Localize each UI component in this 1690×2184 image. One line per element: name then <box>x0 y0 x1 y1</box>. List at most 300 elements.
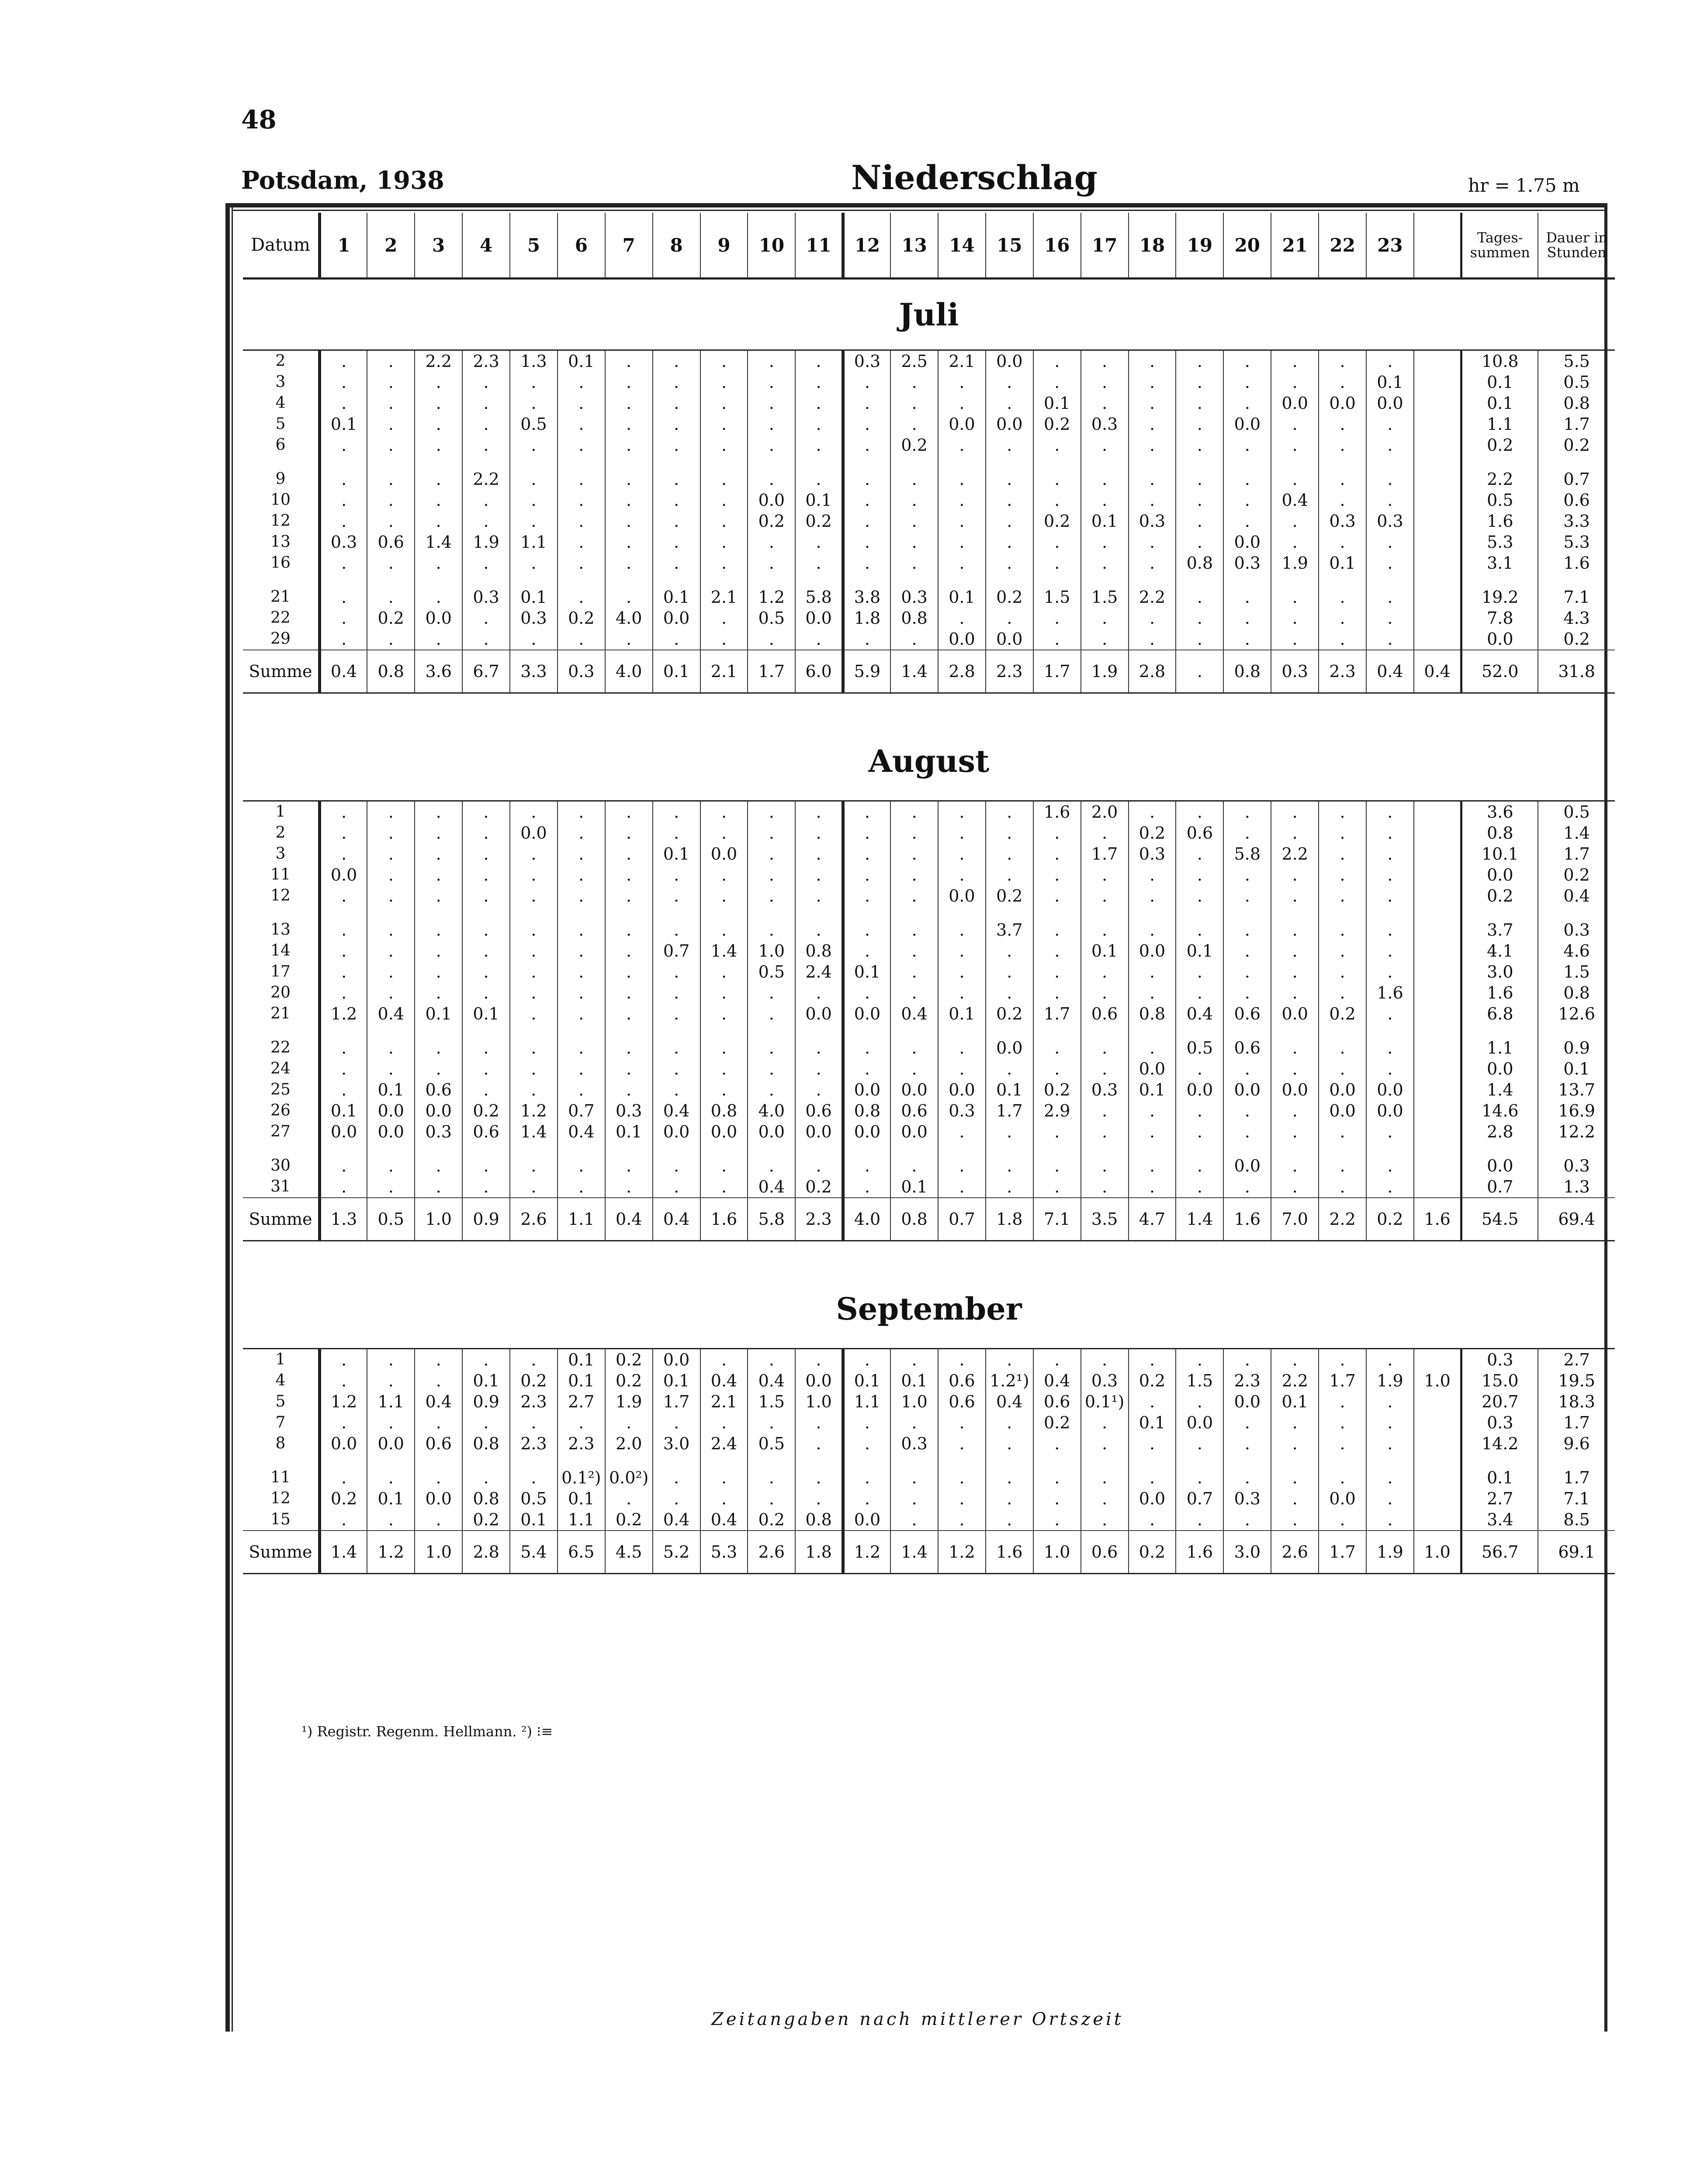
duration-cell: 5.3 <box>1538 532 1615 553</box>
value-cell: 0.2 <box>367 608 415 629</box>
value-cell: . <box>890 1467 938 1488</box>
gap-cell <box>1461 906 1538 919</box>
value-cell: 0.2 <box>1129 822 1176 843</box>
value-cell: . <box>1271 1037 1319 1058</box>
value-cell: 0.1 <box>1033 393 1081 414</box>
value-cell: . <box>1271 801 1319 823</box>
table-row <box>243 864 1615 885</box>
value-cell: . <box>890 1349 938 1371</box>
value-cell: . <box>1176 801 1223 823</box>
value-cell: 0.2 <box>1033 511 1081 532</box>
value-cell: . <box>890 982 938 1003</box>
summe-cell: 4.7 <box>1129 1198 1176 1241</box>
value-cell: . <box>890 801 938 823</box>
value-cell: . <box>319 1058 367 1079</box>
value-cell: . <box>1033 469 1081 490</box>
value-cell: . <box>986 532 1033 553</box>
value-cell: 0.0 <box>415 608 462 629</box>
value-cell: . <box>415 919 462 940</box>
daily-sum-cell: 0.2 <box>1461 435 1538 456</box>
value-cell: 0.4 <box>415 1391 462 1412</box>
value-cell: . <box>890 1037 938 1058</box>
value-cell: . <box>748 372 795 393</box>
value-cell: . <box>748 532 795 553</box>
duration-cell: 4.6 <box>1538 940 1615 961</box>
value-cell: . <box>510 843 558 864</box>
value-cell: 4.0 <box>605 608 653 629</box>
value-cell: . <box>510 885 558 906</box>
value-cell: . <box>605 587 653 608</box>
value-cell: . <box>319 822 367 843</box>
gap-cell <box>653 1142 700 1155</box>
table-row <box>243 1467 1615 1488</box>
value-cell: . <box>1223 469 1271 490</box>
value-cell: . <box>1366 608 1414 629</box>
date-cell: 16 <box>270 554 291 572</box>
header-day-13: 13 <box>890 213 938 279</box>
value-cell: . <box>938 961 986 982</box>
value-cell: . <box>843 490 890 511</box>
value-cell: 0.1 <box>653 843 700 864</box>
value-cell: . <box>748 1488 795 1509</box>
value-cell: . <box>1081 864 1129 885</box>
gap-cell <box>843 1142 890 1155</box>
value-cell: . <box>1223 1433 1271 1454</box>
header-day-20: 20 <box>1223 213 1271 279</box>
gap-cell <box>890 574 938 587</box>
value-cell: . <box>1366 1349 1414 1371</box>
value-cell: 0.0 <box>1319 393 1366 414</box>
value-cell: 0.1 <box>890 1370 938 1391</box>
value-cell: 0.3 <box>890 1433 938 1454</box>
summe-cell: 0.3 <box>1271 650 1319 693</box>
gap-cell <box>890 1142 938 1155</box>
header-day-11: 11 <box>795 213 843 279</box>
value-cell: 0.0 <box>319 864 367 885</box>
gap-cell <box>700 1454 748 1467</box>
gap-cell <box>319 1142 367 1155</box>
table-row <box>243 608 1615 629</box>
value-cell: . <box>1081 469 1129 490</box>
value-cell: 0.1 <box>1081 511 1129 532</box>
value-cell: . <box>843 1155 890 1176</box>
value-cell: . <box>986 961 1033 982</box>
gap-cell <box>510 574 558 587</box>
value-cell: . <box>415 961 462 982</box>
gap-cell <box>1414 456 1461 469</box>
value-cell: 0.0 <box>843 1121 890 1142</box>
value-cell: . <box>1271 822 1319 843</box>
value-cell: . <box>986 843 1033 864</box>
date-cell: 10 <box>270 491 291 509</box>
gap-cell <box>1176 1454 1223 1467</box>
summe-cell: 4.0 <box>605 650 653 693</box>
duration-cell: 1.6 <box>1538 553 1615 574</box>
table-row <box>243 1079 1615 1100</box>
value-cell: . <box>748 469 795 490</box>
gap-cell <box>938 1024 986 1037</box>
table-row <box>243 1121 1615 1142</box>
date-cell: 5 <box>275 415 286 433</box>
header-day-2: 2 <box>367 213 415 279</box>
value-cell: 1.1 <box>843 1391 890 1412</box>
value-cell: . <box>1271 469 1319 490</box>
gap-cell <box>795 1454 843 1467</box>
value-cell: 0.0 <box>1319 1488 1366 1509</box>
value-cell: 0.3 <box>890 587 938 608</box>
table-row <box>243 1058 1615 1079</box>
value-cell <box>1414 1100 1461 1121</box>
gap-cell <box>605 1454 653 1467</box>
value-cell <box>1414 532 1461 553</box>
month-heading-row <box>243 1269 1615 1349</box>
table-row <box>243 553 1615 574</box>
table-row <box>243 435 1615 456</box>
value-cell <box>1414 393 1461 414</box>
value-cell: 2.2 <box>1271 1370 1319 1391</box>
value-cell: . <box>558 1176 605 1198</box>
value-cell: . <box>938 1037 986 1058</box>
value-cell: 1.2 <box>510 1100 558 1121</box>
value-cell: 0.7 <box>1176 1488 1223 1509</box>
summe-cell: 0.7 <box>938 1198 986 1241</box>
value-cell <box>1414 919 1461 940</box>
table-row <box>243 350 1615 372</box>
value-cell: . <box>700 393 748 414</box>
summe-cell: 2.8 <box>1129 650 1176 693</box>
value-cell: . <box>1271 1412 1319 1433</box>
value-cell: 0.8 <box>462 1433 510 1454</box>
table-body <box>243 279 1615 1603</box>
date-cell: 6 <box>275 436 286 454</box>
value-cell: 0.2 <box>986 885 1033 906</box>
value-cell: 1.3 <box>510 350 558 372</box>
value-cell: . <box>605 532 653 553</box>
value-cell: . <box>1176 511 1223 532</box>
value-cell: . <box>1319 919 1366 940</box>
value-cell: . <box>1271 885 1319 906</box>
header-day-14: 14 <box>938 213 986 279</box>
date-cell: 20 <box>270 984 291 1002</box>
value-cell: . <box>795 1488 843 1509</box>
value-cell: . <box>605 414 653 435</box>
duration-cell: 0.2 <box>1538 864 1615 885</box>
value-cell: . <box>1081 532 1129 553</box>
gap-cell <box>319 574 367 587</box>
gap-cell <box>367 1454 415 1467</box>
value-cell: . <box>748 982 795 1003</box>
header-day-7: 7 <box>605 213 653 279</box>
gap-cell <box>1081 906 1129 919</box>
duration-cell: 18.3 <box>1538 1391 1615 1412</box>
value-cell <box>1414 372 1461 393</box>
daily-sum-cell: 0.3 <box>1461 1412 1538 1433</box>
value-cell: . <box>748 435 795 456</box>
value-cell: . <box>462 1467 510 1488</box>
value-cell: . <box>795 864 843 885</box>
value-cell: . <box>843 940 890 961</box>
value-cell: . <box>415 587 462 608</box>
value-cell: . <box>1366 940 1414 961</box>
value-cell: . <box>415 414 462 435</box>
gap-cell <box>986 574 1033 587</box>
summe-cell: 1.4 <box>1176 1198 1223 1241</box>
value-cell: 0.5 <box>748 608 795 629</box>
gap-cell <box>986 1142 1033 1155</box>
date-cell: 21 <box>270 1005 291 1023</box>
summe-cell: 1.9 <box>1081 650 1129 693</box>
value-cell <box>1414 961 1461 982</box>
duration-cell: 0.3 <box>1538 919 1615 940</box>
value-cell <box>1414 1509 1461 1531</box>
value-cell: 0.1 <box>986 1079 1033 1100</box>
gap-cell <box>243 456 319 469</box>
value-cell: 0.0 <box>1223 1079 1271 1100</box>
value-cell: . <box>890 1488 938 1509</box>
summe-daily-sum: 52.0 <box>1461 650 1538 693</box>
value-cell: . <box>1081 629 1129 650</box>
value-cell: . <box>1366 1155 1414 1176</box>
value-cell: . <box>1223 1412 1271 1433</box>
value-cell: . <box>1176 1349 1223 1371</box>
value-cell: . <box>986 372 1033 393</box>
value-cell: 0.0 <box>1223 1155 1271 1176</box>
value-cell: 0.5 <box>510 1488 558 1509</box>
value-cell: . <box>1033 608 1081 629</box>
value-cell: . <box>1129 1433 1176 1454</box>
value-cell: . <box>938 1467 986 1488</box>
value-cell: 0.8 <box>1176 553 1223 574</box>
value-cell: . <box>1129 372 1176 393</box>
value-cell: 0.6 <box>1033 1391 1081 1412</box>
gap-cell <box>1081 456 1129 469</box>
table-row <box>243 1433 1615 1454</box>
value-cell: . <box>748 1155 795 1176</box>
value-cell: . <box>367 350 415 372</box>
value-cell: . <box>367 587 415 608</box>
value-cell: 0.4 <box>1271 490 1319 511</box>
value-cell: . <box>1223 1121 1271 1142</box>
value-cell: 0.6 <box>938 1370 986 1391</box>
value-cell: . <box>986 608 1033 629</box>
summe-cell: 1.1 <box>558 1198 605 1241</box>
value-cell: . <box>415 372 462 393</box>
value-cell: 2.3 <box>1223 1370 1271 1391</box>
value-cell: . <box>1176 393 1223 414</box>
gap-cell <box>843 906 890 919</box>
value-cell: . <box>1319 469 1366 490</box>
value-cell: 0.6 <box>795 1100 843 1121</box>
date-cell: 17 <box>270 963 291 981</box>
value-cell: 0.0 <box>986 414 1033 435</box>
value-cell: 0.6 <box>890 1100 938 1121</box>
gap-cell <box>843 574 890 587</box>
summe-duration: 69.1 <box>1538 1531 1615 1574</box>
value-cell: . <box>748 919 795 940</box>
value-cell: 1.7 <box>1081 843 1129 864</box>
value-cell: 2.3 <box>510 1433 558 1454</box>
duration-cell: 1.7 <box>1538 843 1615 864</box>
value-cell: . <box>795 414 843 435</box>
gap-cell <box>319 456 367 469</box>
value-cell: . <box>795 393 843 414</box>
value-cell: . <box>653 961 700 982</box>
value-cell: 0.0 <box>795 608 843 629</box>
date-cell: 22 <box>270 609 291 627</box>
table-row <box>243 414 1615 435</box>
value-cell: 0.2 <box>986 1003 1033 1024</box>
gap-cell <box>748 456 795 469</box>
value-cell: 0.1 <box>890 1176 938 1198</box>
gap-cell <box>1461 456 1538 469</box>
value-cell: 0.3 <box>1366 511 1414 532</box>
value-cell: 0.0 <box>653 1349 700 1371</box>
summe-cell: 6.0 <box>795 650 843 693</box>
value-cell: . <box>653 1488 700 1509</box>
value-cell: . <box>1081 1467 1129 1488</box>
value-cell: . <box>1129 982 1176 1003</box>
summe-cell: 0.8 <box>367 650 415 693</box>
value-cell: . <box>748 1058 795 1079</box>
date-cell: 8 <box>275 1434 286 1452</box>
gap-cell <box>1538 1454 1615 1467</box>
summe-cell: 0.2 <box>1129 1531 1176 1574</box>
value-cell: . <box>795 1467 843 1488</box>
value-cell: 0.2 <box>1033 414 1081 435</box>
value-cell: 0.2 <box>510 1370 558 1391</box>
value-cell: 0.2 <box>795 511 843 532</box>
value-cell: 0.0 <box>843 1003 890 1024</box>
page-number: 48 <box>241 105 277 135</box>
gap-cell <box>415 574 462 587</box>
table-row <box>243 372 1615 393</box>
value-cell: 2.9 <box>1033 1100 1081 1121</box>
duration-cell: 16.9 <box>1538 1100 1615 1121</box>
value-cell: . <box>367 961 415 982</box>
value-cell: . <box>938 919 986 940</box>
value-cell: . <box>605 1176 653 1198</box>
value-cell: . <box>1129 435 1176 456</box>
value-cell: . <box>462 490 510 511</box>
value-cell: . <box>1319 822 1366 843</box>
value-cell: 0.1 <box>605 1121 653 1142</box>
summe-label: Summe <box>243 1531 319 1574</box>
value-cell: . <box>700 822 748 843</box>
value-cell: 0.1 <box>367 1488 415 1509</box>
daily-sum-cell: 15.0 <box>1461 1370 1538 1391</box>
value-cell: 0.4 <box>558 1121 605 1142</box>
value-cell: . <box>510 1155 558 1176</box>
value-cell: . <box>319 350 367 372</box>
row-gap <box>243 1454 1615 1467</box>
value-cell: . <box>462 414 510 435</box>
daily-sum-cell: 19.2 <box>1461 587 1538 608</box>
value-cell: . <box>415 1412 462 1433</box>
value-cell: . <box>653 1155 700 1176</box>
value-cell: . <box>1366 1488 1414 1509</box>
date-cell: 4 <box>275 1372 286 1389</box>
value-cell: . <box>605 801 653 823</box>
value-cell: 0.6 <box>938 1391 986 1412</box>
daily-sum-cell: 6.8 <box>1461 1003 1538 1024</box>
date-cell: 12 <box>270 887 291 905</box>
value-cell: . <box>653 1467 700 1488</box>
value-cell: 0.8 <box>462 1488 510 1509</box>
summe-label: Summe <box>243 650 319 693</box>
value-cell: 0.1²) <box>558 1467 605 1488</box>
value-cell: . <box>653 982 700 1003</box>
summe-cell: 4.0 <box>843 1198 890 1241</box>
value-cell <box>1414 1433 1461 1454</box>
frame-left-rule-inner <box>232 203 233 2032</box>
daily-sum-cell: 10.8 <box>1461 350 1538 372</box>
summe-cell: 1.8 <box>795 1531 843 1574</box>
date-cell: 4 <box>275 394 286 412</box>
value-cell: . <box>462 1155 510 1176</box>
header-day-19: 19 <box>1176 213 1223 279</box>
value-cell: 0.1 <box>843 961 890 982</box>
gap-cell <box>1033 906 1081 919</box>
value-cell: 0.2 <box>1319 1003 1366 1024</box>
value-cell: . <box>1223 350 1271 372</box>
gap-cell <box>1176 906 1223 919</box>
value-cell: . <box>890 843 938 864</box>
value-cell: . <box>462 393 510 414</box>
duration-cell: 1.7 <box>1538 1467 1615 1488</box>
value-cell: . <box>1129 469 1176 490</box>
gap-cell <box>1461 574 1538 587</box>
value-cell: 0.8 <box>1129 1003 1176 1024</box>
value-cell <box>1414 1176 1461 1198</box>
value-cell: . <box>415 1037 462 1058</box>
value-cell: . <box>700 961 748 982</box>
value-cell: . <box>843 1037 890 1058</box>
value-cell: . <box>1319 629 1366 650</box>
value-cell: . <box>700 864 748 885</box>
value-cell: 0.0 <box>653 608 700 629</box>
duration-cell: 0.6 <box>1538 490 1615 511</box>
value-cell: 1.0 <box>748 940 795 961</box>
value-cell: . <box>653 1003 700 1024</box>
value-cell: 0.3 <box>605 1100 653 1121</box>
value-cell: 0.0 <box>1223 414 1271 435</box>
value-cell: . <box>843 1349 890 1371</box>
gauge-height: hr = 1.75 m <box>1468 175 1580 196</box>
summe-cell: 0.9 <box>462 1198 510 1241</box>
gap-cell <box>558 1024 605 1037</box>
value-cell: . <box>843 372 890 393</box>
value-cell: 0.0 <box>653 1121 700 1142</box>
value-cell: 0.0 <box>1319 1079 1366 1100</box>
value-cell: . <box>1129 490 1176 511</box>
daily-sum-cell: 5.3 <box>1461 532 1538 553</box>
value-cell: . <box>700 435 748 456</box>
gap-cell <box>1461 1454 1538 1467</box>
value-cell: 0.8 <box>795 940 843 961</box>
value-cell: . <box>1319 532 1366 553</box>
gap-cell <box>243 1142 319 1155</box>
value-cell: . <box>462 608 510 629</box>
table-row <box>243 885 1615 906</box>
value-cell: . <box>1319 372 1366 393</box>
summe-cell: 1.3 <box>319 1198 367 1241</box>
gap-cell <box>1176 1142 1223 1155</box>
value-cell: . <box>1366 801 1414 823</box>
gap-cell <box>890 1024 938 1037</box>
date-cell: 2 <box>275 824 286 842</box>
header-day-21: 21 <box>1271 213 1319 279</box>
duration-cell: 19.5 <box>1538 1370 1615 1391</box>
